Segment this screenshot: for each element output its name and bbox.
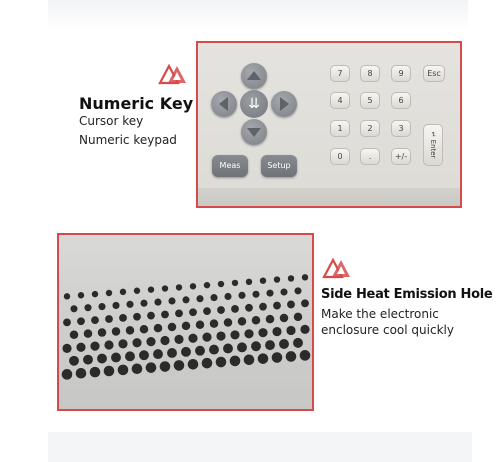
vent-hole [237, 342, 247, 352]
vent-hole [279, 339, 289, 349]
numeric-key: 7 [330, 65, 350, 82]
vent-hole [259, 303, 267, 311]
vent-hole [202, 333, 211, 342]
vent-hole [64, 293, 70, 299]
warning-triangle-icon [322, 257, 352, 279]
vent-hole [300, 325, 309, 334]
vent-hole [76, 343, 85, 352]
vent-hole [251, 341, 261, 351]
vent-holes [59, 235, 314, 411]
numeric-key: 0 [330, 148, 350, 165]
vent-hole [104, 366, 115, 377]
vent-hole [118, 365, 129, 376]
vent-hole [238, 317, 247, 326]
vent-hole [232, 280, 238, 286]
vent-hole [133, 313, 141, 321]
vent-hole [84, 304, 91, 311]
vent-hole [216, 331, 225, 340]
vent-hole [70, 305, 77, 312]
vent-hole [90, 342, 99, 351]
vent-hole [294, 313, 303, 322]
vent-hole [134, 288, 140, 294]
vent-hole [125, 351, 135, 361]
vent-hole [258, 353, 269, 364]
vent-hole [190, 283, 196, 289]
vent-hole [273, 302, 281, 310]
vent-hole [174, 360, 185, 371]
vent-hole [182, 296, 189, 303]
vent-hole [118, 339, 127, 348]
vent-hole [204, 282, 210, 288]
vent-hole [272, 352, 283, 363]
vent-hole [104, 340, 113, 349]
vent-hole [244, 329, 253, 338]
vent-hole [287, 301, 295, 309]
sign-key: +/- [391, 148, 411, 165]
vent-hole [106, 290, 112, 296]
vent-hole [286, 351, 297, 362]
vent-hole [112, 327, 121, 336]
vent-hole [301, 299, 309, 307]
vent-hole [168, 297, 175, 304]
keypad-desc-line: Cursor key [79, 114, 144, 128]
numeric-key: 5 [360, 92, 380, 109]
top-background [48, 0, 468, 30]
vent-hole [111, 352, 121, 362]
vent-hole [120, 289, 126, 295]
setup-key: Setup [261, 155, 297, 177]
vent-hole [181, 347, 191, 357]
vent-hole [293, 338, 303, 348]
vent-hole [238, 292, 245, 299]
vent-hole [288, 275, 294, 281]
vent-hole [272, 327, 281, 336]
vent-hole [188, 359, 199, 370]
vent-hole [92, 291, 98, 297]
vent-hole [258, 328, 267, 337]
vent-hole [280, 314, 289, 323]
numeric-key: 9 [391, 65, 411, 82]
keypad-photo [196, 41, 462, 208]
vent-hole [154, 299, 161, 306]
bottom-background [48, 432, 472, 462]
vent-hole [216, 357, 227, 368]
vent-hole [132, 363, 143, 374]
numeric-key: 1 [330, 120, 350, 137]
numeric-key: 6 [391, 92, 411, 109]
vent-hole [160, 361, 171, 372]
vent-hole [84, 329, 93, 338]
vent-hole [148, 286, 154, 292]
vent-hole [246, 279, 252, 285]
vent-hole [97, 354, 107, 364]
vent-hole [252, 291, 259, 298]
vent-hole [147, 312, 155, 320]
vent-hole [126, 301, 133, 308]
vent-hole [252, 316, 261, 325]
vent-hole [210, 319, 219, 328]
vent-hole [140, 300, 147, 307]
vent-hole [70, 331, 79, 340]
double-chevron-down-icon: ⇊ [240, 90, 268, 118]
enter-key-label: ↵ Enter [429, 131, 437, 159]
vent-hole [83, 355, 93, 365]
vent-hole [161, 311, 169, 319]
meas-key: Meas [212, 155, 248, 177]
cursor-up-icon [241, 63, 267, 89]
vent-hole [140, 325, 149, 334]
numeric-key: 4 [330, 92, 350, 109]
vent-hole [223, 344, 233, 354]
numeric-key: 8 [360, 65, 380, 82]
enter-key [423, 124, 443, 166]
vent-hole [176, 284, 182, 290]
vent-hole [224, 293, 231, 300]
vent-hole [231, 305, 239, 313]
vent-hole [174, 335, 183, 344]
vent-hole [218, 281, 224, 287]
vent-hole [244, 355, 255, 366]
vent-hole [286, 326, 295, 335]
vent-hole [266, 290, 273, 297]
vent-hole [230, 356, 241, 367]
esc-key: Esc [423, 65, 445, 82]
vent-hole [210, 294, 217, 301]
cursor-left-icon [211, 91, 237, 117]
vent-hole [126, 326, 135, 335]
vent-hole [69, 356, 79, 366]
keypad-desc-line: Numeric keypad [79, 133, 177, 147]
numeric-key: 2 [360, 120, 380, 137]
vent-hole [139, 350, 149, 360]
vent-hole [153, 349, 163, 359]
vent-hole [274, 276, 280, 282]
vent-hole [300, 350, 311, 361]
vent-hole [245, 304, 253, 312]
vent-hole [146, 362, 157, 373]
numeric-key: 3 [391, 120, 411, 137]
vent-desc-line: Make the electronic [321, 307, 439, 321]
vent-hole [182, 322, 191, 331]
cursor-down-icon [241, 119, 267, 145]
vent-hole [63, 318, 71, 326]
vent-hole [77, 317, 85, 325]
vent-hole [294, 287, 301, 294]
vent-hole [230, 330, 239, 339]
vent-title: Side Heat Emission Hole [321, 287, 493, 302]
vent-hole [224, 318, 233, 327]
vent-desc-line: enclosure cool quickly [321, 323, 454, 337]
vent-hole [203, 307, 211, 315]
vent-hole [154, 324, 163, 333]
vent-hole [188, 334, 197, 343]
decimal-key: . [360, 148, 380, 165]
vent-hole [175, 310, 183, 318]
cursor-right-icon [271, 91, 297, 117]
vent-hole [265, 340, 275, 350]
vent-hole [167, 348, 177, 358]
vent-hole [76, 368, 87, 379]
vent-hole [160, 336, 169, 345]
warning-triangle-icon [158, 63, 188, 85]
vent-hole [78, 292, 84, 298]
vent-hole [91, 316, 99, 324]
vent-hole [168, 323, 177, 332]
vent-photo [57, 233, 314, 411]
vent-hole [90, 367, 101, 378]
vent-hole [196, 320, 205, 329]
vent-hole [105, 315, 113, 323]
vent-hole [62, 369, 73, 380]
vent-hole [119, 314, 127, 322]
vent-hole [266, 315, 275, 324]
vent-hole [196, 295, 203, 302]
vent-hole [209, 345, 219, 355]
vent-hole [189, 308, 197, 316]
vent-hole [302, 274, 308, 280]
vent-hole [280, 288, 287, 295]
vent-hole [217, 306, 225, 314]
vent-hole [112, 302, 119, 309]
keypad-title: Numeric Key [79, 94, 194, 113]
vent-hole [98, 303, 105, 310]
vent-hole [98, 328, 107, 337]
vent-hole [260, 277, 266, 283]
vent-hole [132, 338, 141, 347]
vent-hole [202, 358, 213, 369]
vent-hole [195, 346, 205, 356]
vent-hole [162, 285, 168, 291]
vent-hole [62, 344, 71, 353]
vent-hole [146, 337, 155, 346]
